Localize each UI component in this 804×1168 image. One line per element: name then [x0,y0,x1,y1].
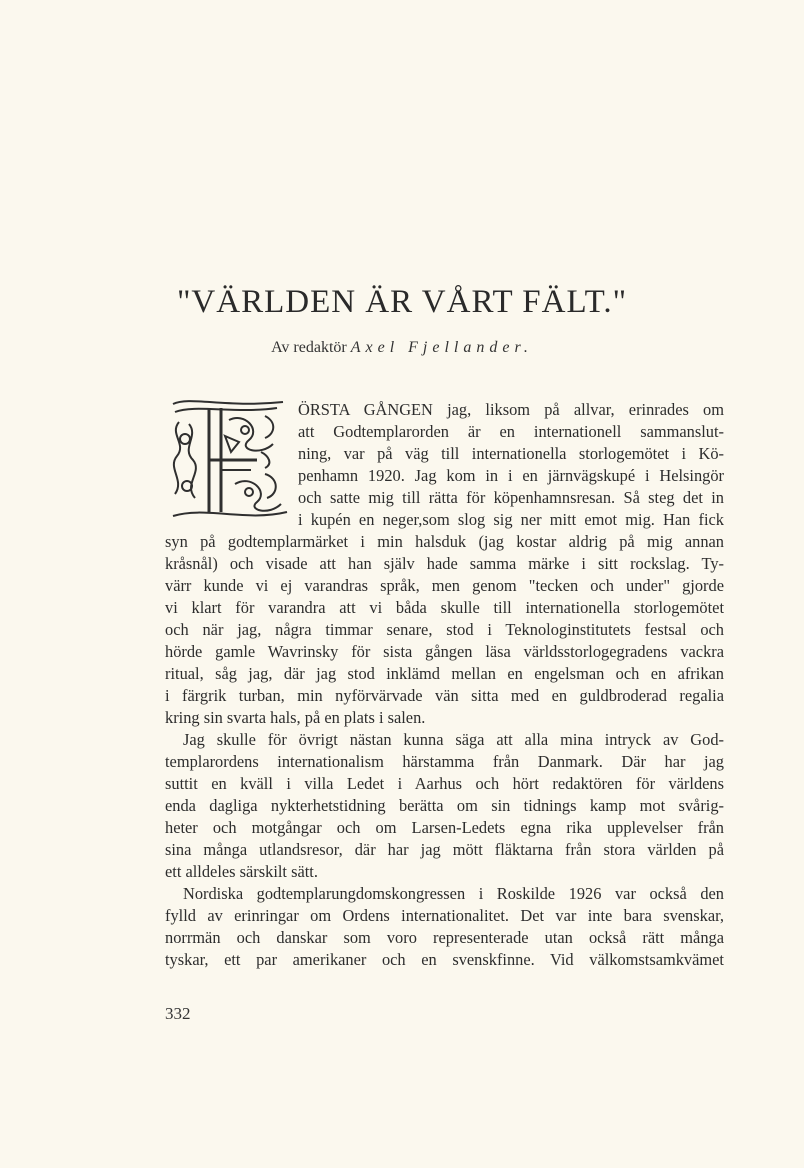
text-line: syn på godtemplarmärket i min halsduk (jag kostar aldrig på mig annan [165,532,724,551]
text-line: kring sin svarta hals, på en plats i salen. [165,708,426,727]
text-line: ning, var på väg till internationella storlogemötet i Kö- [298,444,724,463]
text-line: fylld av erinringar om Ordens internationalitet. Det var inte bara svenskar, [165,906,724,925]
decorated-initial-f-icon [165,394,293,524]
text-line: penhamn 1920. Jag kom in i en järnvägskupé i Helsingör [298,466,724,485]
text-line: och satte mig till rätta för köpenhamnsresan. Så steg det in [298,488,724,507]
page-number: 332 [165,1004,191,1023]
text-line: Nordiska godtemplarungdomskongressen i Roskilde 1926 var också den [183,884,724,903]
text-line: norrmän och danskar som voro representerade utan också rätt många [165,928,724,947]
author-name: Axel Fjellander. [350,339,533,356]
text-line: hörde gamle Wavrinsky för sista gången läsa världsstorlogegradens vackra [165,642,724,661]
text-line: i färgrik turban, min nyförvärvade vän sitta med en guldbroderad regalia [165,686,724,705]
text-line: vi klart för varandra att vi båda skulle till internationella storlogemötet [165,598,724,617]
text-line: ritual, såg jag, där jag stod inklämd mellan en engelsman och en afrikan [165,664,724,683]
text-line: värr kunde vi ej varandras språk, men genom "tecken och under" gjorde [165,576,724,595]
text-line: ÖRSTA GÅNGEN jag, liksom på allvar, erinrades om [298,400,724,419]
text-line: ett alldeles särskilt sätt. [165,862,318,881]
text-line: templarordens internationalism härstamma från Danmark. Där har jag [165,752,724,771]
article-title: "VÄRLDEN ÄR VÅRT FÄLT." [176,284,628,320]
text-line: kråsnål) och visade att han själv hade samma märke i sitt rockslag. Ty- [165,554,724,573]
byline [0,339,804,357]
text-line: att Godtemplarorden är en internationell sammanslut- [298,422,724,441]
text-line: enda dagliga nykterhetstidning berätta om sin tidnings kamp mot svårig- [165,796,724,815]
text-line: heter och motgångar och om Larsen-Ledets egna rika upplevelser från [165,818,724,837]
text-line: och när jag, några timmar senare, stod i Teknologinstitutets festsal och [165,620,724,639]
text-line: tyskar, ett par amerikaner och en svenskfinne. Vid välkomstsamkvämet [165,950,724,969]
text-line: suttit en kväll i villa Ledet i Aarhus och hört redaktören för världens [165,774,724,793]
text-line: i kupén en neger,som slog sig ner mitt emot mig. Han fick [298,510,724,529]
text-line: sina många utlandsresor, där har jag mött fläktarna från stora världen på [165,840,724,859]
byline-prefix: Av redaktör [271,339,347,356]
text-line: Jag skulle för övrigt nästan kunna säga att alla mina intryck av God- [183,730,724,749]
